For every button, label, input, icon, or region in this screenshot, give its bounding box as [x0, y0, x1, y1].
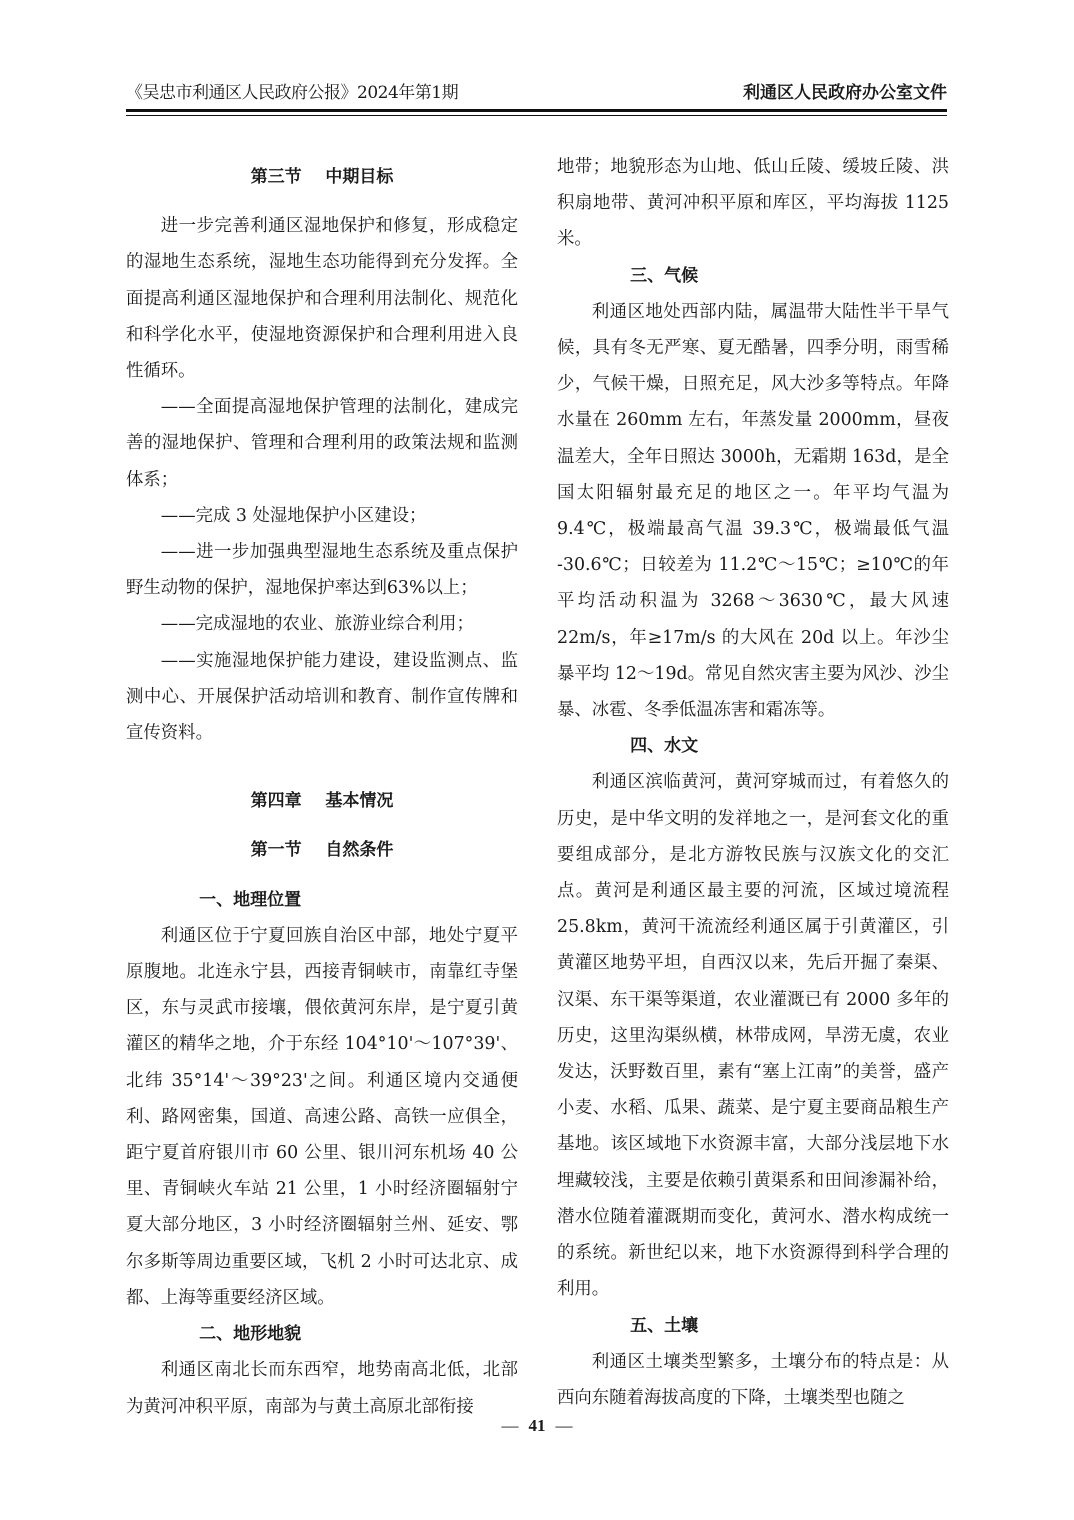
section-title-mid-term-goals: 第三节 中期目标 [250, 167, 394, 187]
page-footer [0, 1416, 1074, 1436]
publication-title: 《吴忠市利通区人民政府公报》2024年第1期 [126, 83, 459, 103]
goal-item: ——全面提高湿地保护管理的法制化，建成完善的湿地保护、管理和合理利用的政策法规和监测体系； [126, 397, 518, 490]
paragraph-climate: 利通区地处西部内陆，属温带大陆性半干旱气候，具有冬无严寒、夏无酷暑，四季分明，雨雪稀少，气候干燥，日照充足，风大沙多等特点。年降水量在 260mm 左右，年蒸发量 2000mm，昼夜温差大，全年日照达 3000h，无霜期 163d，是全国太阳辐射最充足的地区之一。年平均气温为 9.4℃，极端最高气温 39.3℃，极端最低气温 -30.6℃；日较差为 11.2℃～15℃；≥10℃的年平均活动积温为 3268～3630℃，最大风速 22m/s，年≥17m/s 的大风在 20d 以上。年沙尘暴平均 12～19d。常见自然灾害主要为风沙、沙尘暴、冰雹、冬季低温冻害和霜冻等。 [557, 301, 949, 721]
footer-dash-right: — [555, 1416, 573, 1435]
goal-item: ——进一步加强典型湿地生态系统及重点保护野生动物的保护，湿地保护率达到63%以上； [126, 542, 518, 599]
paragraph-mid-term-intro: 进一步完善利通区湿地保护和修复，形成稳定的湿地生态系统，湿地生态功能得到充分发挥。全面提高利通区湿地保护和合理利用法制化、规范化和科学化水平，使湿地资源保护和合理利用进入良性循环。 [126, 216, 518, 382]
subheading-terrain: 二、地形地貌 [199, 1324, 302, 1345]
paragraph-hydrology: 利通区滨临黄河，黄河穿城而过，有着悠久的历史，是中华文明的发祥地之一，是河套文化的重要组成部分，是北方游牧民族与汉族文化的交汇点。黄河是利通区最主要的河流，区域过境流程 25.8km，黄河干流流经利通区属于引黄灌区，引黄灌区地势平坦，自西汉以来，先后开掘了秦渠、汉渠、东干渠等渠道，农业灌溉已有 2000 多年的历史，这里沟渠纵横，林带成网，旱涝无虞，农业发达，沃野数百里，素有“塞上江南”的美誉，盛产小麦、水稻、瓜果、蔬菜、是宁夏主要商品粮生产基地。该区域地下水资源丰富，大部分浅层地下水埋藏较浅，主要是依赖引黄渠系和田间渗漏补给，潜水位随着灌溉期而变化，黄河水、潜水构成统一的系统。新世纪以来，地下水资源得到科学合理的利用。 [557, 772, 949, 1300]
goal-item: ——完成 3 处湿地保护小区建设； [160, 505, 427, 526]
section-title-natural-conditions: 第一节 自然条件 [250, 840, 394, 861]
paragraph-terrain-continued: 地带；地貌形态为山地、低山丘陵、缓坡丘陵、洪积扇地带、黄河冲积平原和库区，平均海拔 1125 米。 [557, 157, 949, 250]
paragraph-soil: 利通区土壤类型繁多，土壤分布的特点是：从西向东随着海拔高度的下降，土壤类型也随之 [557, 1351, 949, 1408]
page-header [126, 78, 947, 102]
page-number: 41 [528, 1416, 546, 1435]
subheading-soil: 五、土壤 [630, 1315, 699, 1336]
paragraph-terrain: 利通区南北长而东西窄，地势南高北低，北部为黄河冲积平原，南部为与黄土高原北部衔接 [126, 1360, 518, 1417]
subheading-hydrology: 四、水文 [630, 736, 699, 757]
paragraph-geographic-location: 利通区位于宁夏回族自治区中部，地处宁夏平原腹地。北连永宁县，西接青铜峡市，南靠红寺堡区，东与灵武市接壤，偎依黄河东岸，是宁夏引黄灌区的精华之地，介于东经 104°10'～107°39'、北纬 35°14'～39°23'之间。利通区境内交通便利、路网密集，国道、高速公路、高铁一应俱全，距宁夏首府银川市 60 公里、银川河东机场 40 公里、青铜峡火车站 21 公里，1 小时经济圈辐射宁夏大部分地区，3 小时经济圈辐射兰州、延安、鄂尔多斯等周边重要区域，飞机 2 小时可达北京、成都、上海等重要经济区域。 [126, 925, 518, 1308]
subheading-geographic-location: 一、地理位置 [199, 889, 302, 910]
footer-dash-left: — [501, 1416, 519, 1435]
left-column [126, 146, 518, 1425]
section-label: 利通区人民政府办公室文件 [743, 83, 947, 103]
goal-item: ——完成湿地的农业、旅游业综合利用； [160, 614, 474, 635]
header-rule-thick [126, 109, 947, 112]
subheading-climate: 三、气候 [630, 265, 699, 286]
header-rule-thin [126, 115, 947, 116]
goal-item: ——实施湿地保护能力建设，建设监测点、监测中心、开展保护活动培训和教育、制作宣传牌和宣传资料。 [126, 650, 518, 744]
right-column [557, 149, 949, 1416]
chapter-title-basic-situation: 第四章 基本情况 [250, 791, 394, 812]
